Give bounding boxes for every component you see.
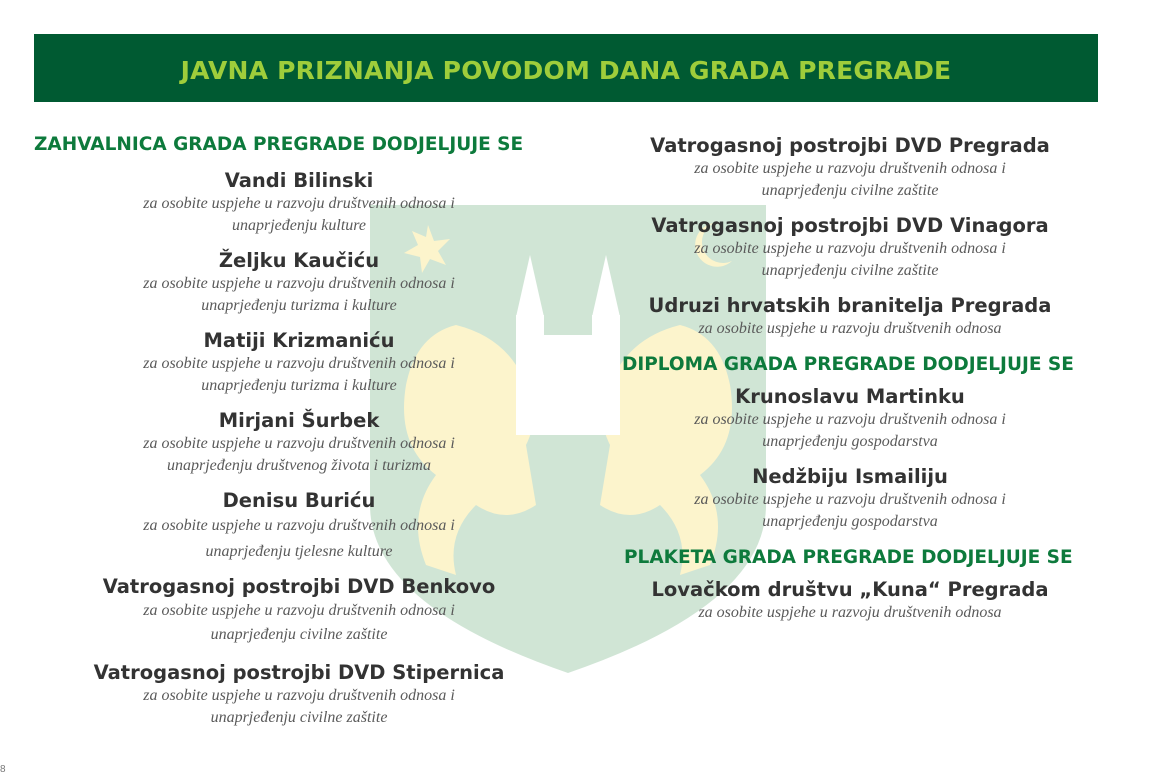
diploma-heading: DIPLOMA GRADA PREGRADE DODJELJUJE SE (622, 354, 1074, 375)
award-entry (34, 329, 564, 397)
award-reason: za osobite uspjehe u razvoju društvenih odnosa i (694, 411, 1006, 428)
page-title: JAVNA PRIZNANJA POVODOM DANA GRADA PREGRADE (180, 55, 952, 85)
recipient-name: Vandi Bilinski (224, 169, 374, 192)
recipient-name: Denisu Buriću (222, 489, 376, 512)
award-reason: za osobite uspjehe u razvoju društvenih odnosa i (143, 275, 455, 292)
award-reason: za osobite uspjehe u razvoju društvenih odnosa i (143, 355, 455, 372)
award-reason: za osobite uspjehe u razvoju društvenih odnosa i (143, 687, 455, 704)
award-entry (34, 489, 564, 565)
award-reason: unaprjeđenju civilne zaštite (761, 182, 939, 199)
recipient-name: Udruzi hrvatskih branitelja Pregrada (648, 294, 1052, 317)
recipient-name: Vatrogasnoj postrojbi DVD Vinagora (651, 214, 1049, 237)
award-entry (618, 578, 1082, 624)
award-entry (34, 169, 564, 237)
award-reason: za osobite uspjehe u razvoju društvenih odnosa i (143, 602, 455, 619)
recipient-name: Mirjani Šurbek (218, 409, 380, 432)
award-reason: unaprjeđenju civilne zaštite (210, 626, 388, 643)
recipient-name: Matiji Krizmaniću (203, 329, 395, 352)
page-number: 8 (0, 764, 6, 775)
award-entry (618, 294, 1082, 340)
recipient-name: Vatrogasnoj postrojbi DVD Stipernica (93, 661, 505, 684)
award-reason: za osobite uspjehe u razvoju društvenih odnosa i (143, 435, 455, 452)
award-reason: za osobite uspjehe u razvoju društvenih odnosa i (694, 240, 1006, 257)
award-entry (34, 249, 564, 317)
award-entry (34, 409, 564, 477)
award-entry (618, 465, 1082, 533)
award-entry (34, 575, 564, 647)
recipient-name: Lovačkom društvu „Kuna“ Pregrada (651, 578, 1049, 601)
award-reason: unaprjeđenju gospodarstva (762, 433, 938, 450)
award-reason: za osobite uspjehe u razvoju društvenih odnosa i (143, 195, 455, 212)
zahvalnica-heading: ZAHVALNICA GRADA PREGRADE DODJELJUJE SE (34, 134, 524, 155)
award-reason: za osobite uspjehe u razvoju društvenih odnosa i (694, 160, 1006, 177)
award-reason: unaprjeđenju turizma i kulture (201, 377, 397, 394)
recipient-name: Krunoslavu Martinku (735, 385, 965, 408)
award-reason: za osobite uspjehe u razvoju društvenih odnosa (698, 604, 1002, 621)
award-reason: unaprjeđenju kulture (231, 217, 367, 234)
recipient-name: Vatrogasnoj postrojbi DVD Benkovo (102, 575, 496, 598)
award-reason: unaprjeđenju civilne zaštite (761, 262, 939, 279)
right-column (618, 134, 1082, 624)
award-reason: unaprjeđenju turizma i kulture (201, 297, 397, 314)
recipient-name: Vatrogasnoj postrojbi DVD Pregrada (650, 134, 1050, 157)
award-entry (34, 661, 564, 729)
award-entry (618, 134, 1082, 202)
award-reason: unaprjeđenju gospodarstva (762, 513, 938, 530)
award-reason: unaprjeđenju civilne zaštite (210, 709, 388, 726)
award-reason: za osobite uspjehe u razvoju društvenih odnosa (698, 320, 1002, 337)
award-reason: unaprjeđenju tjelesne kulture (205, 543, 393, 560)
award-entry (618, 385, 1082, 453)
title-banner (34, 34, 1098, 102)
award-reason: za osobite uspjehe u razvoju društvenih odnosa i (694, 491, 1006, 508)
award-reason: za osobite uspjehe u razvoju društvenih odnosa i (143, 517, 455, 534)
plaketa-heading: PLAKETA GRADA PREGRADE DODJELJUJE SE (624, 547, 1073, 568)
recipient-name: Nedžbiju Ismailiju (752, 465, 948, 488)
recipient-name: Željku Kaučiću (218, 249, 380, 272)
award-entry (618, 214, 1082, 282)
award-reason: unaprjeđenju društvenog života i turizma (167, 457, 431, 474)
left-column (34, 134, 564, 729)
